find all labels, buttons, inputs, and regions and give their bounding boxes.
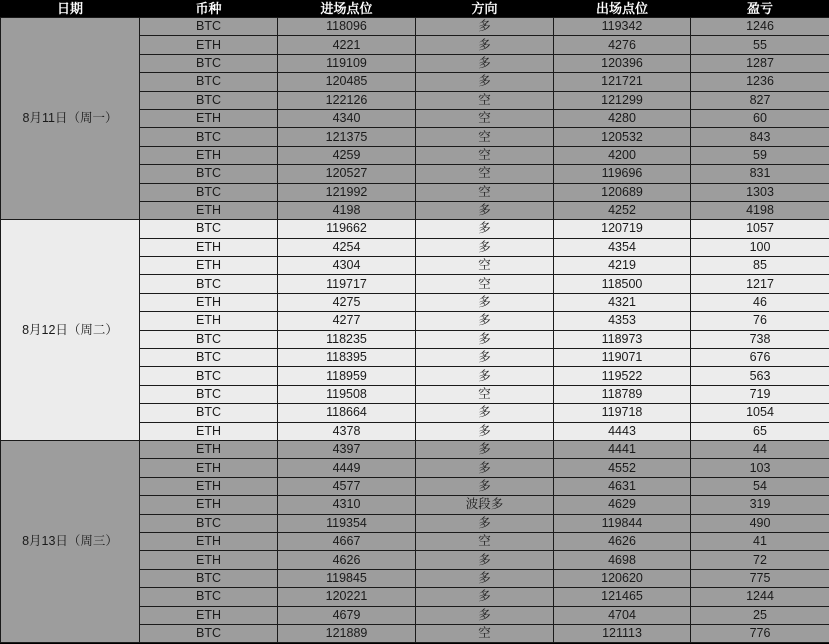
- entry-cell: 119109: [278, 54, 416, 72]
- entry-cell: 4221: [278, 36, 416, 54]
- table-body: [1, 18, 829, 643]
- exit-cell: 4698: [554, 551, 691, 569]
- coin-cell: ETH: [140, 551, 278, 569]
- pnl-cell: 676: [691, 349, 829, 367]
- direction-cell: 多: [416, 36, 554, 54]
- exit-cell: 120620: [554, 569, 691, 587]
- exit-cell: 4631: [554, 477, 691, 495]
- coin-cell: ETH: [140, 36, 278, 54]
- header-entry: 进场点位: [278, 0, 416, 18]
- direction-cell: 多: [416, 422, 554, 440]
- exit-cell: 121465: [554, 588, 691, 606]
- coin-cell: BTC: [140, 367, 278, 385]
- exit-cell: 4353: [554, 312, 691, 330]
- direction-cell: 多: [416, 404, 554, 422]
- exit-cell: 119718: [554, 404, 691, 422]
- entry-cell: 121889: [278, 624, 416, 642]
- coin-cell: ETH: [140, 440, 278, 458]
- pnl-cell: 1246: [691, 18, 829, 36]
- pnl-cell: 719: [691, 385, 829, 403]
- date-cell: 8月13日（周三）: [1, 440, 140, 642]
- direction-cell: 多: [416, 569, 554, 587]
- pnl-cell: 60: [691, 109, 829, 127]
- exit-cell: 120396: [554, 54, 691, 72]
- direction-cell: 多: [416, 477, 554, 495]
- pnl-cell: 776: [691, 624, 829, 642]
- coin-cell: BTC: [140, 404, 278, 422]
- pnl-cell: 831: [691, 165, 829, 183]
- entry-cell: 119354: [278, 514, 416, 532]
- exit-cell: 4219: [554, 257, 691, 275]
- pnl-cell: 1303: [691, 183, 829, 201]
- coin-cell: BTC: [140, 275, 278, 293]
- exit-cell: 119696: [554, 165, 691, 183]
- exit-cell: 4629: [554, 496, 691, 514]
- coin-cell: ETH: [140, 312, 278, 330]
- exit-cell: 4280: [554, 109, 691, 127]
- pnl-cell: 65: [691, 422, 829, 440]
- coin-cell: BTC: [140, 330, 278, 348]
- entry-cell: 122126: [278, 91, 416, 109]
- exit-cell: 119522: [554, 367, 691, 385]
- pnl-cell: 85: [691, 257, 829, 275]
- direction-cell: 多: [416, 54, 554, 72]
- pnl-cell: 563: [691, 367, 829, 385]
- direction-cell: 多: [416, 514, 554, 532]
- coin-cell: BTC: [140, 385, 278, 403]
- exit-cell: 4321: [554, 293, 691, 311]
- direction-cell: 多: [416, 220, 554, 238]
- entry-cell: 4340: [278, 109, 416, 127]
- coin-cell: BTC: [140, 588, 278, 606]
- pnl-cell: 54: [691, 477, 829, 495]
- coin-cell: ETH: [140, 496, 278, 514]
- coin-cell: ETH: [140, 293, 278, 311]
- exit-cell: 121721: [554, 73, 691, 91]
- pnl-cell: 1054: [691, 404, 829, 422]
- pnl-cell: 55: [691, 36, 829, 54]
- header-coin: 币种: [140, 0, 278, 18]
- entry-cell: 4378: [278, 422, 416, 440]
- pnl-cell: 1057: [691, 220, 829, 238]
- direction-cell: 多: [416, 349, 554, 367]
- exit-cell: 118500: [554, 275, 691, 293]
- entry-cell: 4259: [278, 146, 416, 164]
- coin-cell: BTC: [140, 569, 278, 587]
- coin-cell: ETH: [140, 606, 278, 624]
- header-pnl: 盈亏: [691, 0, 829, 18]
- exit-cell: 121299: [554, 91, 691, 109]
- entry-cell: 119845: [278, 569, 416, 587]
- direction-cell: 空: [416, 91, 554, 109]
- entry-cell: 120527: [278, 165, 416, 183]
- coin-cell: BTC: [140, 514, 278, 532]
- coin-cell: ETH: [140, 532, 278, 550]
- header-date: 日期: [1, 0, 140, 18]
- table-row: [1, 440, 829, 458]
- direction-cell: 空: [416, 146, 554, 164]
- entry-cell: 4198: [278, 201, 416, 219]
- exit-cell: 4704: [554, 606, 691, 624]
- coin-cell: BTC: [140, 54, 278, 72]
- coin-cell: ETH: [140, 146, 278, 164]
- coin-cell: BTC: [140, 349, 278, 367]
- direction-cell: 多: [416, 606, 554, 624]
- entry-cell: 4304: [278, 257, 416, 275]
- pnl-cell: 25: [691, 606, 829, 624]
- entry-cell: 121375: [278, 128, 416, 146]
- direction-cell: 空: [416, 624, 554, 642]
- entry-cell: 4577: [278, 477, 416, 495]
- entry-cell: 4449: [278, 459, 416, 477]
- coin-cell: BTC: [140, 91, 278, 109]
- entry-cell: 118664: [278, 404, 416, 422]
- pnl-cell: 72: [691, 551, 829, 569]
- direction-cell: 多: [416, 459, 554, 477]
- coin-cell: ETH: [140, 238, 278, 256]
- coin-cell: BTC: [140, 183, 278, 201]
- entry-cell: 4277: [278, 312, 416, 330]
- pnl-cell: 76: [691, 312, 829, 330]
- direction-cell: 多: [416, 588, 554, 606]
- pnl-cell: 1236: [691, 73, 829, 91]
- coin-cell: ETH: [140, 422, 278, 440]
- pnl-cell: 4198: [691, 201, 829, 219]
- date-cell: 8月11日（周一）: [1, 18, 140, 220]
- entry-cell: 4254: [278, 238, 416, 256]
- exit-cell: 119342: [554, 18, 691, 36]
- date-cell: 8月12日（周二）: [1, 220, 140, 441]
- direction-cell: 空: [416, 532, 554, 550]
- entry-cell: 119662: [278, 220, 416, 238]
- direction-cell: 多: [416, 201, 554, 219]
- direction-cell: 多: [416, 73, 554, 91]
- coin-cell: BTC: [140, 128, 278, 146]
- pnl-cell: 46: [691, 293, 829, 311]
- header-row: [1, 0, 829, 18]
- exit-cell: 4354: [554, 238, 691, 256]
- direction-cell: 多: [416, 238, 554, 256]
- entry-cell: 118235: [278, 330, 416, 348]
- direction-cell: 空: [416, 275, 554, 293]
- pnl-cell: 827: [691, 91, 829, 109]
- header-direction: 方向: [416, 0, 554, 18]
- direction-cell: 波段多: [416, 496, 554, 514]
- pnl-cell: 103: [691, 459, 829, 477]
- exit-cell: 121113: [554, 624, 691, 642]
- coin-cell: ETH: [140, 477, 278, 495]
- coin-cell: BTC: [140, 220, 278, 238]
- pnl-cell: 100: [691, 238, 829, 256]
- entry-cell: 120485: [278, 73, 416, 91]
- exit-cell: 119844: [554, 514, 691, 532]
- table-row: [1, 18, 829, 36]
- exit-cell: 118973: [554, 330, 691, 348]
- direction-cell: 多: [416, 293, 554, 311]
- pnl-cell: 319: [691, 496, 829, 514]
- table-row: [1, 220, 829, 238]
- coin-cell: BTC: [140, 624, 278, 642]
- coin-cell: BTC: [140, 73, 278, 91]
- exit-cell: 4443: [554, 422, 691, 440]
- exit-cell: 4441: [554, 440, 691, 458]
- direction-cell: 多: [416, 367, 554, 385]
- direction-cell: 空: [416, 165, 554, 183]
- entry-cell: 4667: [278, 532, 416, 550]
- coin-cell: ETH: [140, 459, 278, 477]
- direction-cell: 多: [416, 312, 554, 330]
- direction-cell: 多: [416, 551, 554, 569]
- exit-cell: 4552: [554, 459, 691, 477]
- pnl-cell: 41: [691, 532, 829, 550]
- pnl-cell: 775: [691, 569, 829, 587]
- direction-cell: 空: [416, 128, 554, 146]
- header-exit: 出场点位: [554, 0, 691, 18]
- coin-cell: BTC: [140, 18, 278, 36]
- exit-cell: 120532: [554, 128, 691, 146]
- entry-cell: 4310: [278, 496, 416, 514]
- entry-cell: 119717: [278, 275, 416, 293]
- exit-cell: 120719: [554, 220, 691, 238]
- exit-cell: 119071: [554, 349, 691, 367]
- entry-cell: 118096: [278, 18, 416, 36]
- exit-cell: 120689: [554, 183, 691, 201]
- direction-cell: 空: [416, 183, 554, 201]
- coin-cell: BTC: [140, 165, 278, 183]
- exit-cell: 4276: [554, 36, 691, 54]
- direction-cell: 多: [416, 18, 554, 36]
- pnl-cell: 738: [691, 330, 829, 348]
- exit-cell: 4626: [554, 532, 691, 550]
- direction-cell: 空: [416, 385, 554, 403]
- entry-cell: 121992: [278, 183, 416, 201]
- entry-cell: 4397: [278, 440, 416, 458]
- direction-cell: 多: [416, 440, 554, 458]
- exit-cell: 4200: [554, 146, 691, 164]
- coin-cell: ETH: [140, 109, 278, 127]
- entry-cell: 118959: [278, 367, 416, 385]
- coin-cell: ETH: [140, 257, 278, 275]
- direction-cell: 空: [416, 109, 554, 127]
- direction-cell: 空: [416, 257, 554, 275]
- entry-cell: 4679: [278, 606, 416, 624]
- pnl-cell: 44: [691, 440, 829, 458]
- pnl-cell: 843: [691, 128, 829, 146]
- entry-cell: 120221: [278, 588, 416, 606]
- pnl-cell: 1217: [691, 275, 829, 293]
- coin-cell: ETH: [140, 201, 278, 219]
- pnl-cell: 490: [691, 514, 829, 532]
- pnl-cell: 1287: [691, 54, 829, 72]
- pnl-cell: 1244: [691, 588, 829, 606]
- pnl-cell: 59: [691, 146, 829, 164]
- direction-cell: 多: [416, 330, 554, 348]
- exit-cell: 118789: [554, 385, 691, 403]
- entry-cell: 119508: [278, 385, 416, 403]
- entry-cell: 4275: [278, 293, 416, 311]
- entry-cell: 4626: [278, 551, 416, 569]
- exit-cell: 4252: [554, 201, 691, 219]
- entry-cell: 118395: [278, 349, 416, 367]
